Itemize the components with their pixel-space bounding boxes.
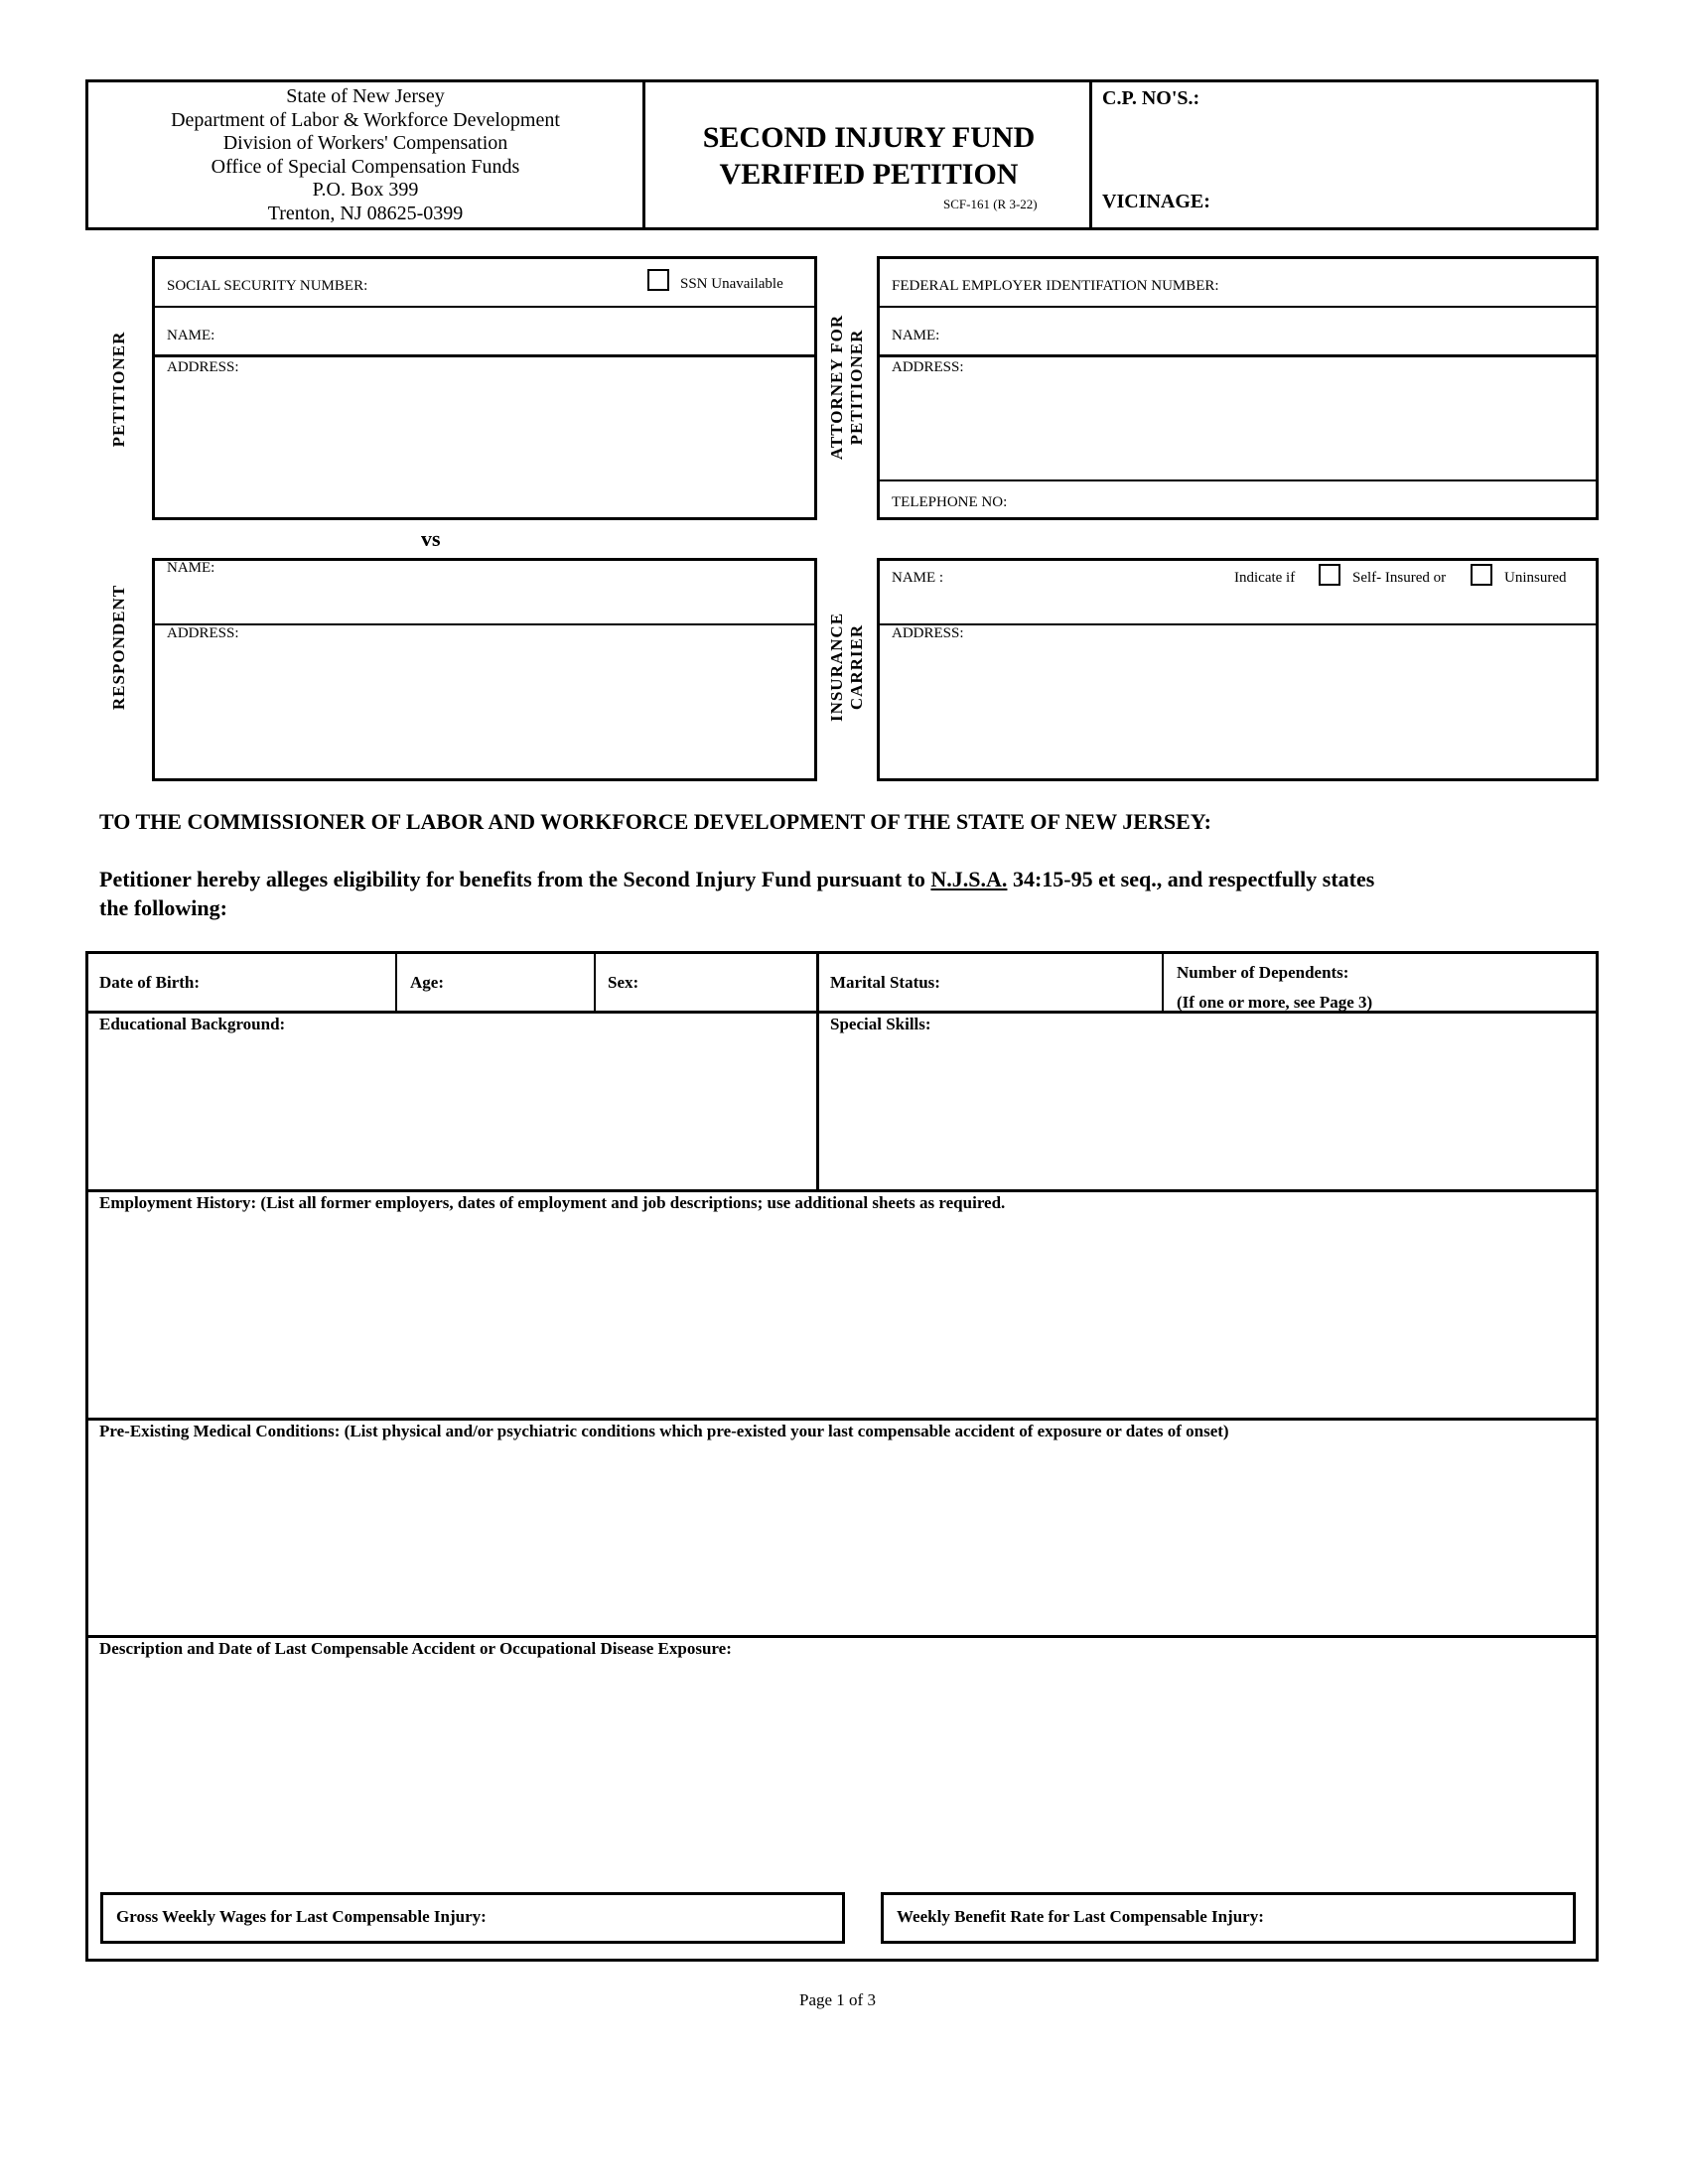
- age-label: Age:: [410, 973, 444, 992]
- allegation-line2: the following:: [99, 895, 227, 920]
- uninsured-label: Uninsured: [1504, 570, 1567, 586]
- education-label: Educational Background:: [99, 1015, 286, 1033]
- employment-history-input[interactable]: [91, 1217, 1593, 1412]
- agency-address: [87, 85, 643, 225]
- dependents-label: Number of Dependents:: [1177, 963, 1349, 982]
- vs-label: vs: [421, 526, 441, 551]
- insurance-address-input[interactable]: [884, 647, 1591, 773]
- attorney-section-label: [827, 315, 867, 460]
- sex-input[interactable]: [645, 955, 812, 1007]
- gross-wages-label: Gross Weekly Wages for Last Compensable Injury:: [116, 1907, 487, 1926]
- attorney-name-input[interactable]: [961, 310, 1591, 351]
- form-title: [645, 119, 1092, 193]
- last-accident-input[interactable]: [91, 1663, 1593, 1881]
- petitioner-address-label: ADDRESS:: [167, 359, 239, 375]
- education-input[interactable]: [91, 1038, 810, 1183]
- allegation-text-before: Petitioner hereby alleges eligibility for benefits from the Second Injury Fund pursuant to: [99, 867, 931, 891]
- benefit-rate-input[interactable]: [1331, 1896, 1571, 1940]
- insurance-section-label: [827, 613, 867, 722]
- statute-reference: N.J.S.A.: [930, 867, 1008, 891]
- divider: [877, 623, 1599, 625]
- respondent-address-input[interactable]: [159, 647, 809, 773]
- petitioner-name-input[interactable]: [238, 310, 809, 351]
- respondent-name-input[interactable]: [159, 582, 809, 619]
- divider: [152, 306, 817, 308]
- ssn-unavailable-checkbox[interactable]: [647, 269, 669, 291]
- dependents-input[interactable]: [1380, 955, 1595, 989]
- uninsured-checkbox[interactable]: [1471, 564, 1492, 586]
- divider: [152, 623, 817, 625]
- commissioner-heading: TO THE COMMISSIONER OF LABOR AND WORKFORCE DEVELOPMENT OF THE STATE OF NEW JERSEY:: [99, 809, 1211, 834]
- attorney-address-input[interactable]: [884, 381, 1591, 476]
- last-accident-label: Description and Date of Last Compensable Accident or Occupational Disease Exposure:: [99, 1639, 732, 1658]
- medical-conditions-label: Pre-Existing Medical Conditions: (List physical and/or psychiatric conditions which pre-existed your last compensable accident of exposure or dates of onset): [99, 1422, 1229, 1440]
- petitioner-name-label: NAME:: [167, 328, 215, 343]
- divider: [877, 354, 1599, 357]
- age-input[interactable]: [452, 955, 589, 1007]
- telephone-label: TELEPHONE NO:: [892, 494, 1008, 510]
- insurance-address-label: ADDRESS:: [892, 625, 964, 641]
- marital-status-input[interactable]: [959, 955, 1158, 1007]
- page-number: Page 1 of 3: [799, 1990, 876, 2009]
- attorney-name-label: NAME:: [892, 328, 940, 343]
- medical-conditions-input[interactable]: [91, 1445, 1593, 1629]
- attorney-label-line2: PETITIONER: [847, 329, 866, 446]
- allegation-text-after: 34:15-95 et seq., and respectfully states: [1007, 867, 1375, 891]
- allegation-line1: [99, 867, 1374, 892]
- attorney-label-line1: ATTORNEY FOR: [827, 314, 846, 461]
- ssn-unavailable-label: SSN Unavailable: [680, 276, 783, 292]
- divider: [594, 951, 596, 1011]
- sex-label: Sex:: [608, 973, 639, 992]
- dependents-note: (If one or more, see Page 3): [1177, 993, 1373, 1012]
- telephone-input[interactable]: [1043, 484, 1589, 516]
- agency-line: Division of Workers' Compensation: [222, 132, 508, 154]
- divider: [152, 354, 817, 357]
- cp-number-label: C.P. NO'S.:: [1102, 87, 1200, 109]
- dob-label: Date of Birth:: [99, 973, 201, 992]
- gross-wages-input[interactable]: [546, 1896, 840, 1940]
- insurance-name-input[interactable]: [953, 564, 1221, 619]
- benefit-rate-label: Weekly Benefit Rate for Last Compensable Injury:: [897, 1907, 1264, 1926]
- special-skills-label: Special Skills:: [830, 1015, 931, 1033]
- petitioner-section-label: PETITIONER: [109, 331, 128, 448]
- attorney-address-label: ADDRESS:: [892, 359, 964, 375]
- fein-input[interactable]: [1281, 262, 1591, 302]
- ssn-input[interactable]: [417, 262, 635, 302]
- respondent-section-label: RESPONDENT: [109, 584, 128, 711]
- respondent-name-label: NAME:: [167, 560, 215, 576]
- dob-input[interactable]: [216, 955, 391, 1007]
- indicate-if-label: Indicate if: [1234, 570, 1296, 586]
- form-title-line2: VERIFIED PETITION: [719, 158, 1019, 191]
- agency-line: Department of Labor & Workforce Development: [171, 108, 560, 131]
- respondent-address-label: ADDRESS:: [167, 625, 239, 641]
- fein-label: FEDERAL EMPLOYER IDENTIFATION NUMBER:: [892, 278, 1219, 294]
- divider: [395, 951, 397, 1011]
- agency-line: State of New Jersey: [286, 85, 445, 107]
- employment-history-label: Employment History: (List all former employers, dates of employment and job descriptions; use additional sheets as required.: [99, 1193, 1006, 1212]
- insurance-label-line1: INSURANCE: [827, 612, 846, 723]
- petitioner-address-input[interactable]: [159, 381, 809, 512]
- form-title-line1: SECOND INJURY FUND: [702, 121, 1036, 154]
- divider: [85, 1418, 1599, 1421]
- insurance-name-label: NAME :: [892, 570, 944, 586]
- divider: [816, 951, 819, 1189]
- self-insured-label: Self- Insured or: [1352, 570, 1447, 586]
- agency-line: Trenton, NJ 08625-0399: [267, 202, 464, 224]
- agency-line: P.O. Box 399: [312, 179, 419, 201]
- divider: [85, 1635, 1599, 1638]
- insurance-label-line2: CARRIER: [847, 623, 866, 711]
- divider: [1162, 951, 1164, 1011]
- divider: [85, 1189, 1599, 1192]
- cp-number-input[interactable]: [1094, 83, 1595, 183]
- vicinage-label: VICINAGE:: [1102, 191, 1210, 212]
- divider: [877, 306, 1599, 308]
- self-insured-checkbox[interactable]: [1319, 564, 1340, 586]
- marital-status-label: Marital Status:: [830, 973, 940, 992]
- divider: [877, 479, 1599, 481]
- form-number: SCF-161 (R 3-22): [943, 197, 1038, 211]
- special-skills-input[interactable]: [822, 1038, 1593, 1183]
- ssn-label: SOCIAL SECURITY NUMBER:: [167, 278, 368, 294]
- agency-line: Office of Special Compensation Funds: [211, 155, 520, 178]
